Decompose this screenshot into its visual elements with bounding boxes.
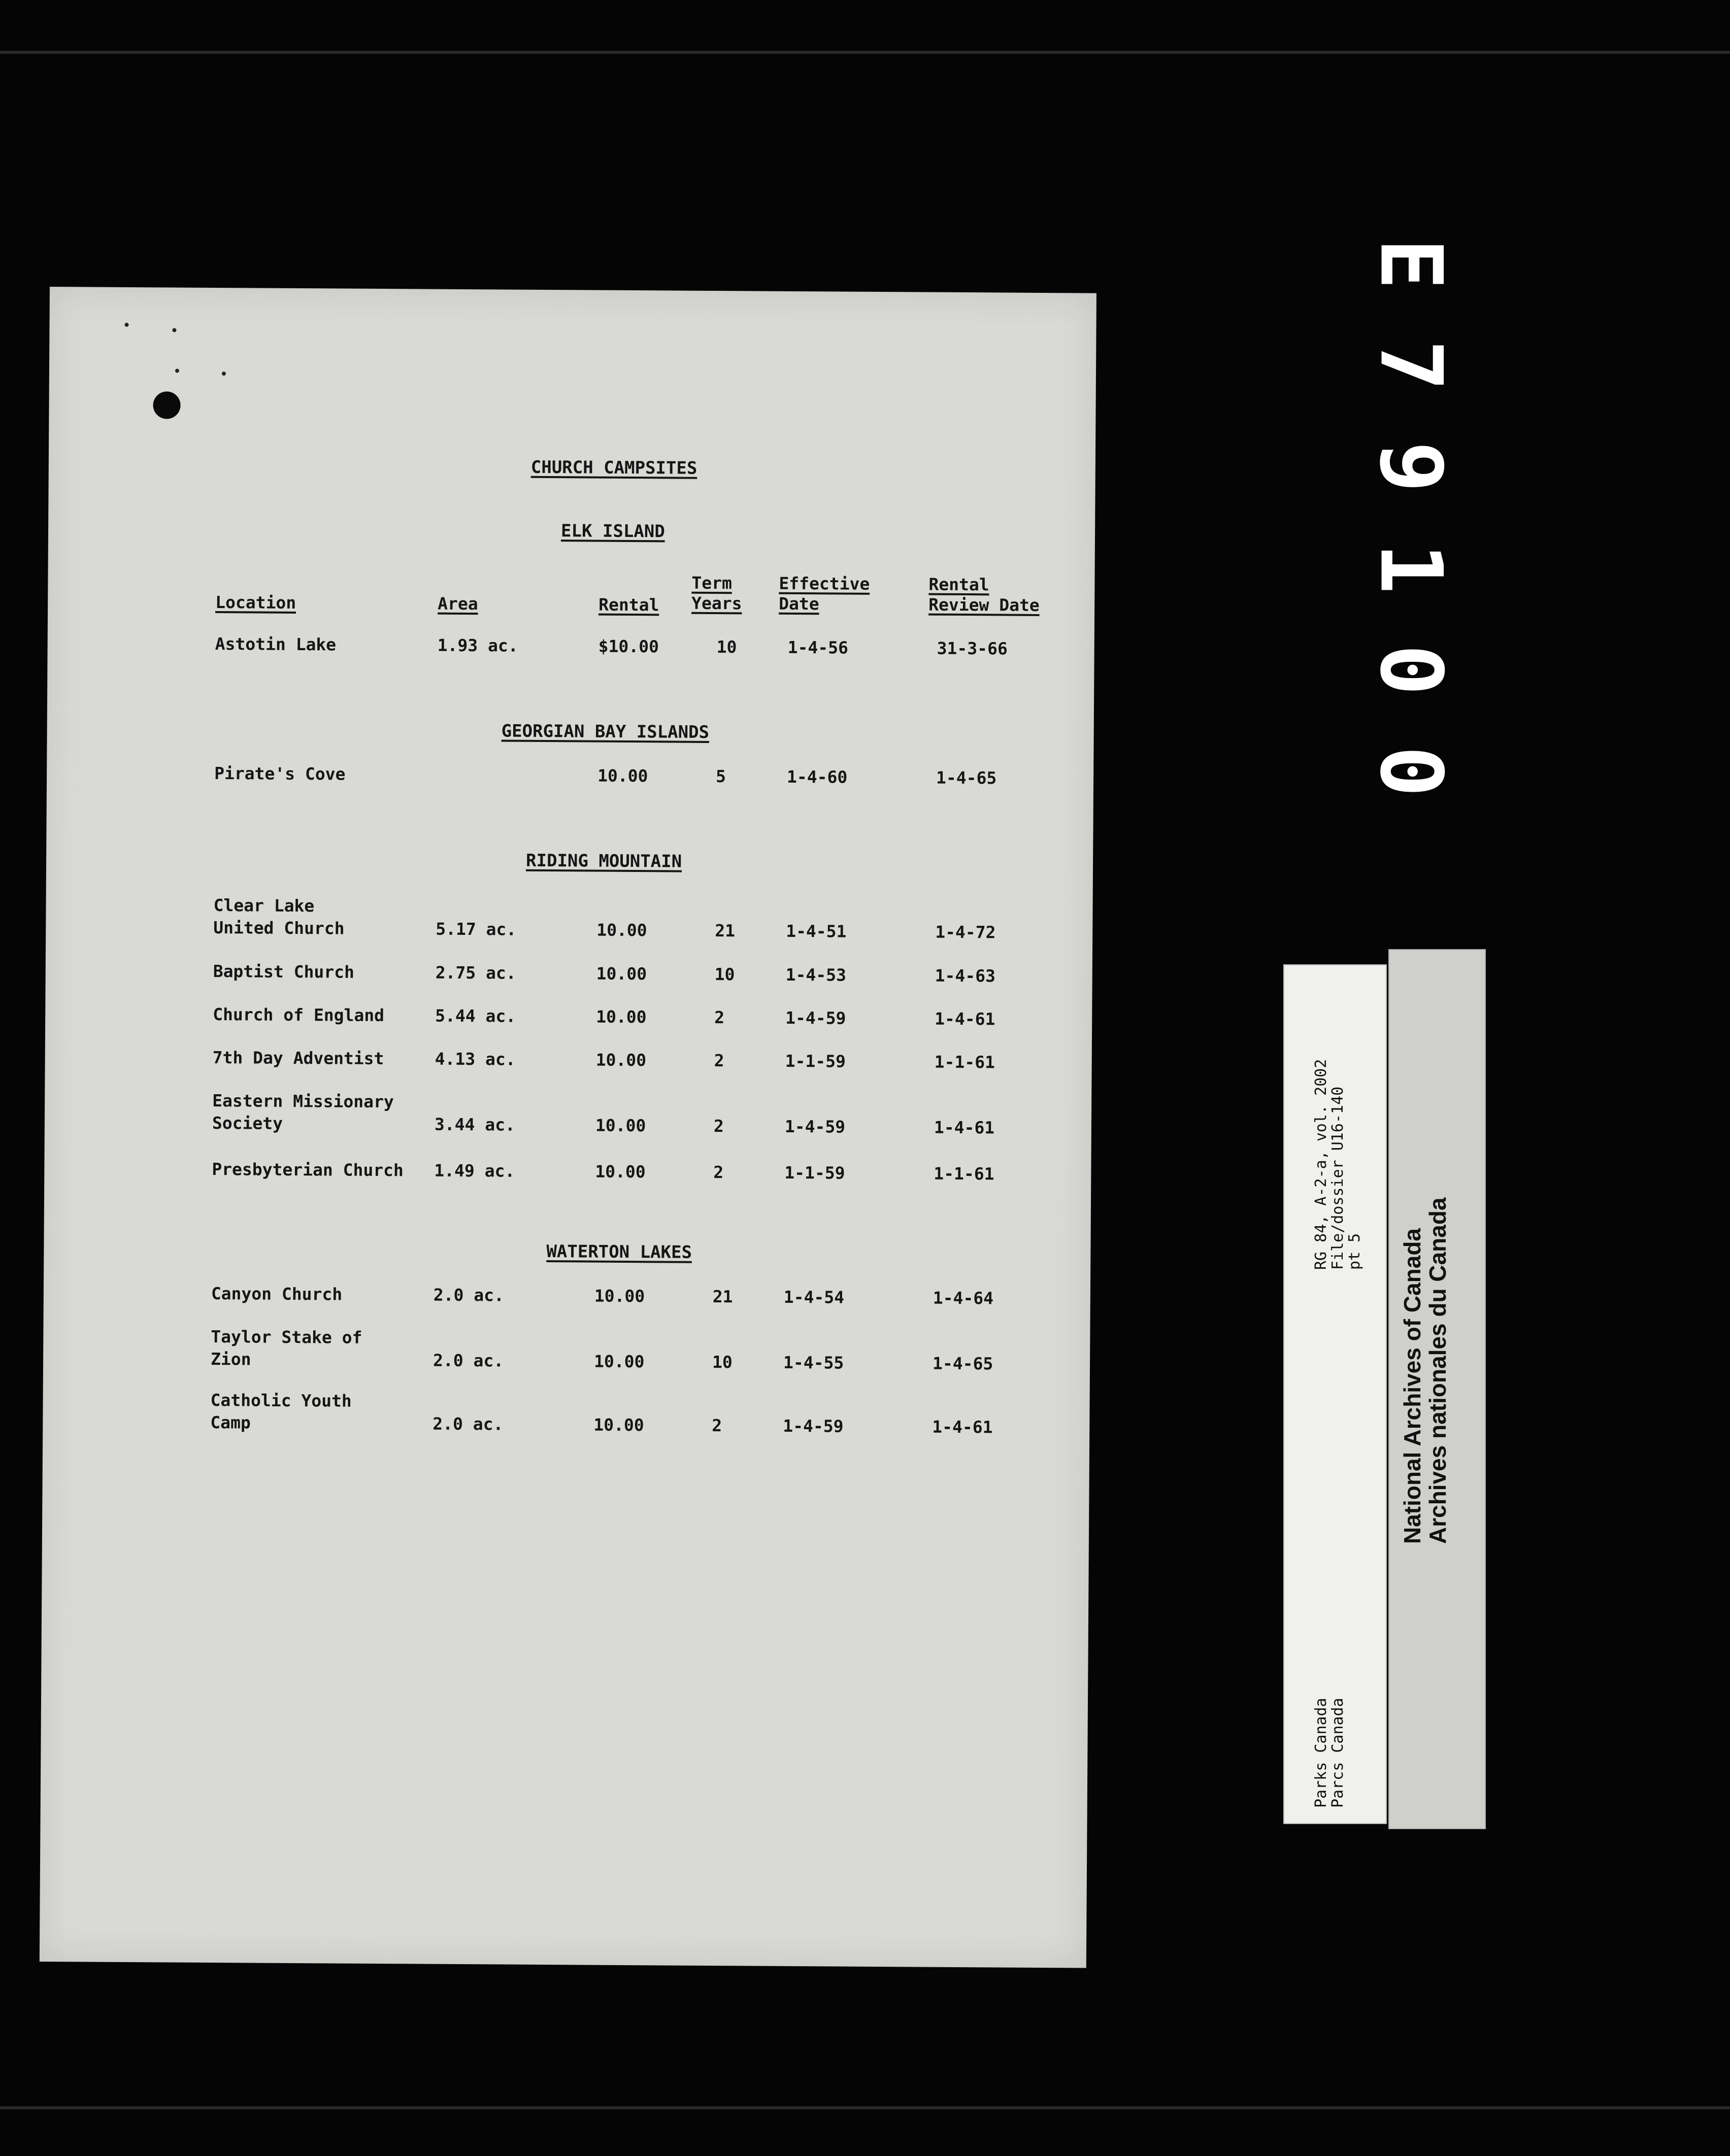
speck — [222, 372, 226, 376]
frame-digit: 0 — [1361, 746, 1461, 797]
area-cell: 1.49 ac. — [434, 1160, 515, 1181]
effective-date-cell: 1-4-53 — [785, 964, 847, 985]
area-cell: 5.17 ac. — [436, 919, 517, 939]
location-cell: Catholic Youth Camp — [210, 1390, 352, 1433]
rental-cell: 10.00 — [593, 1351, 645, 1372]
effective-date-cell: 1-4-59 — [783, 1416, 844, 1436]
table-row — [43, 1388, 1090, 1445]
effective-date-cell: 1-1-59 — [785, 1051, 846, 1071]
location-cell: Canyon Church — [211, 1283, 343, 1304]
area-cell: 2.75 ac. — [435, 962, 516, 983]
reference-line: File/dossier U16-140 — [1329, 1086, 1347, 1270]
review-date-cell: 1-4-61 — [932, 1417, 993, 1437]
table-row — [46, 893, 1093, 951]
speck — [172, 328, 176, 332]
speck — [125, 323, 129, 327]
effective-date-cell: 1-1-59 — [784, 1162, 845, 1183]
review-date-cell: 1-4-65 — [932, 1353, 993, 1374]
rental-cell: 10.00 — [595, 1115, 646, 1136]
archives-line: Archives nationales du Canada — [1424, 1197, 1451, 1544]
term-cell: 10 — [712, 1352, 733, 1372]
rental-cell: 10.00 — [597, 765, 648, 786]
archive-reference-label — [1283, 964, 1387, 1824]
agency-line: Parks Canada — [1312, 1698, 1330, 1808]
review-date-cell: 1-4-64 — [933, 1288, 994, 1308]
film-edge-top — [0, 51, 1730, 54]
film-edge-bottom — [0, 2106, 1730, 2109]
term-cell: 2 — [713, 1116, 724, 1136]
reference-line: RG 84, A-2-a, vol. 2002 — [1312, 1059, 1330, 1270]
review-date-cell: 1-4-61 — [935, 1008, 995, 1029]
effective-date-cell: 1-4-51 — [786, 921, 847, 941]
location-cell: Clear Lake United Church — [213, 895, 345, 938]
term-cell: 2 — [714, 1051, 724, 1071]
term-cell: 2 — [712, 1416, 722, 1436]
term-cell: 2 — [714, 1007, 725, 1028]
area-cell: 2.0 ac. — [433, 1285, 505, 1305]
area-cell: 4.13 ac. — [435, 1049, 516, 1069]
column-header-area: Area — [438, 593, 478, 614]
location-cell: Pirate's Cove — [214, 763, 346, 784]
table-row — [47, 761, 1094, 819]
review-date-cell: 1-4-65 — [936, 767, 997, 788]
location-cell: Eastern Missionary Society — [212, 1090, 394, 1133]
location-cell: Astotin Lake — [215, 634, 337, 655]
term-cell: 21 — [715, 921, 736, 941]
frame-digit: 7 — [1361, 340, 1461, 391]
archives-name-text — [1400, 1197, 1450, 1544]
frame-digit: 1 — [1361, 543, 1461, 594]
review-date-cell: 1-1-61 — [934, 1163, 994, 1184]
archives-name-label — [1388, 949, 1486, 1829]
table-row — [47, 632, 1094, 689]
table-row — [43, 1325, 1090, 1382]
effective-date-cell: 1-4-59 — [785, 1007, 846, 1028]
rental-cell: 10.00 — [596, 920, 647, 940]
effective-date-cell: 1-4-54 — [783, 1287, 845, 1307]
rental-cell: 10.00 — [596, 963, 647, 984]
area-cell: 2.0 ac. — [432, 1350, 504, 1371]
column-header-term: Term Years — [691, 572, 742, 614]
term-cell: 10 — [714, 964, 735, 985]
review-date-cell: 1-1-61 — [934, 1052, 995, 1072]
microfilm-frame-number — [1360, 213, 1462, 797]
rental-cell: 10.00 — [593, 1414, 644, 1435]
rental-cell: 10.00 — [594, 1286, 645, 1306]
rental-cell: 10.00 — [595, 1050, 647, 1070]
area-cell: 1.93 ac. — [437, 635, 518, 656]
term-cell: 10 — [716, 637, 737, 657]
frame-digit: 0 — [1361, 644, 1461, 696]
punch-hole — [153, 391, 180, 419]
document-page — [40, 287, 1096, 1968]
rental-cell: $10.00 — [598, 636, 659, 657]
effective-date-cell: 1-4-60 — [787, 766, 848, 787]
reference-line: pt 5 — [1346, 1233, 1363, 1270]
location-cell: Church of England — [213, 1004, 385, 1026]
area-cell: 5.44 ac. — [435, 1005, 516, 1026]
column-header-rental: Rental — [598, 594, 659, 615]
column-header-effective: Effective Date — [779, 573, 870, 614]
agency-line: Parcs Canada — [1329, 1698, 1347, 1808]
archives-line: National Archives of Canada — [1399, 1228, 1425, 1544]
column-header-review: Rental Review Date — [928, 574, 1040, 615]
term-cell: 21 — [712, 1287, 733, 1307]
archive-reference-text — [1313, 1059, 1363, 1270]
section-title-georgian-bay-islands: GEORGIAN BAY ISLANDS — [501, 721, 710, 743]
review-date-cell: 1-4-72 — [935, 922, 996, 942]
agency-text — [1313, 1698, 1346, 1808]
location-cell: Taylor Stake of Zion — [210, 1326, 362, 1369]
table-row — [44, 1157, 1091, 1215]
location-cell: Presbyterian Church — [212, 1159, 404, 1181]
area-cell: 2.0 ac. — [432, 1413, 504, 1434]
rental-cell: 10.00 — [596, 1006, 647, 1027]
review-date-cell: 1-4-61 — [934, 1117, 995, 1138]
effective-date-cell: 1-4-59 — [784, 1116, 846, 1137]
effective-date-cell: 1-4-55 — [783, 1352, 844, 1373]
document-title: CHURCH CAMPSITES — [530, 457, 697, 479]
section-title-riding-mountain: RIDING MOUNTAIN — [525, 850, 682, 872]
frame-digit: E — [1361, 238, 1461, 290]
area-cell: 3.44 ac. — [434, 1114, 516, 1135]
location-cell: Baptist Church — [213, 961, 355, 982]
location-cell: 7th Day Adventist — [212, 1047, 384, 1069]
frame-digit: 9 — [1361, 441, 1461, 493]
table-row — [45, 1089, 1092, 1146]
column-header-location: Location — [215, 592, 296, 613]
section-title-elk-island: ELK ISLAND — [560, 521, 665, 542]
section-title-waterton-lakes: WATERTON LAKES — [546, 1241, 692, 1263]
term-cell: 5 — [716, 766, 726, 787]
review-date-cell: 31-3-66 — [937, 638, 1008, 659]
effective-date-cell: 1-4-56 — [787, 637, 849, 658]
review-date-cell: 1-4-63 — [935, 965, 996, 986]
rental-cell: 10.00 — [595, 1161, 646, 1182]
term-cell: 2 — [713, 1162, 724, 1183]
speck — [175, 369, 179, 373]
